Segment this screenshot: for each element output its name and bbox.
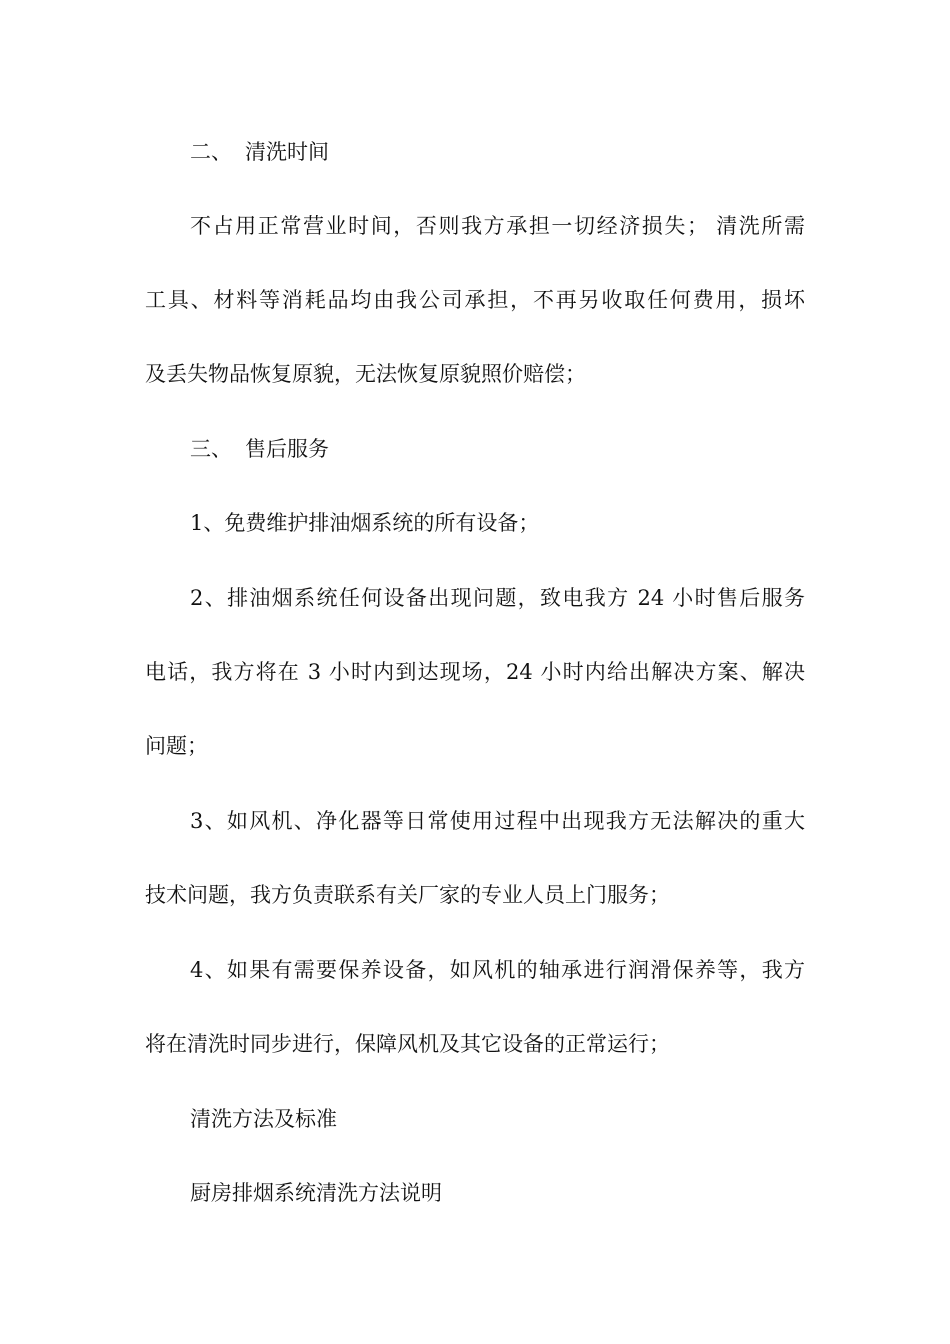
- list-item-2: 2、排油烟系统任何设备出现问题，致电我方 24 小时售后服务: [190, 586, 805, 610]
- heading-cleaning-method: 清洗方法及标准: [190, 1107, 337, 1131]
- paragraph-line: 不占用正常营业时间，否则我方承担一切经济损失； 清洗所需: [190, 214, 805, 238]
- list-item-4: 4、如果有需要保养设备，如风机的轴承进行润滑保养等，我方: [190, 958, 805, 982]
- list-item-3: 3、如风机、净化器等日常使用过程中出现我方无法解决的重大: [190, 809, 805, 833]
- section-number: 三、: [190, 437, 232, 461]
- heading-kitchen-exhaust: 厨房排烟系统清洗方法说明: [190, 1181, 442, 1205]
- list-item-1: 1、免费维护排油烟系统的所有设备；: [190, 511, 540, 535]
- paragraph-line: 工具、材料等消耗品均由我公司承担，不再另收取任何费用，损坏: [145, 288, 805, 312]
- list-item-2-cont: 电话，我方将在 3 小时内到达现场，24 小时内给出解决方案、解决: [145, 660, 805, 684]
- list-item-3-cont: 技术问题，我方负责联系有关厂家的专业人员上门服务；: [145, 883, 670, 907]
- section-title: 清洗时间: [245, 140, 329, 164]
- paragraph-line: 及丢失物品恢复原貌，无法恢复原貌照价赔偿；: [145, 362, 586, 386]
- section-heading-cleaning-time: [0, 137, 950, 167]
- section-title: 售后服务: [245, 437, 329, 461]
- section-heading-after-sales: [0, 434, 950, 464]
- section-number: 二、: [190, 140, 232, 164]
- list-item-4-cont: 将在清洗时同步进行，保障风机及其它设备的正常运行；: [145, 1032, 670, 1056]
- list-item-2-cont: 问题；: [145, 734, 208, 758]
